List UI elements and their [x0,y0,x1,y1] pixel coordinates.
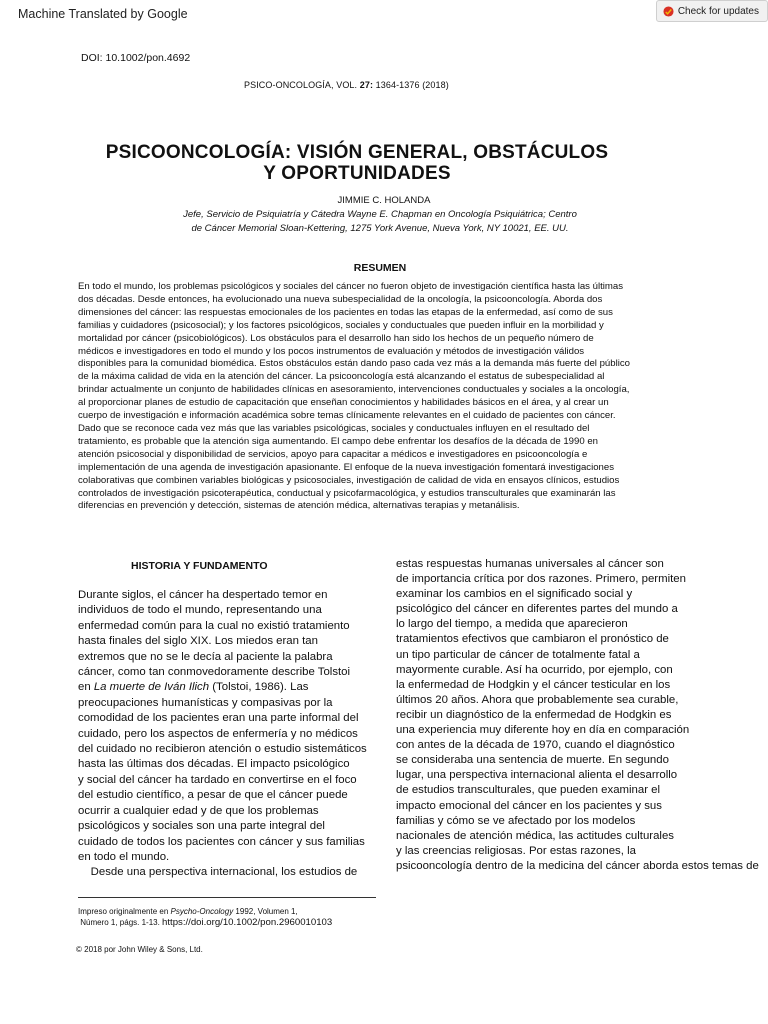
footnote-journal: Psycho-Oncology [170,907,234,916]
body-line: nacionales de atención médica, las actitudes culturales [396,829,674,842]
body-line: hasta las últimas dos décadas. El impacto psicológico [78,758,350,771]
footnote-line [78,906,298,917]
footnote-divider [78,897,376,898]
body-line: en todo el mundo. [78,850,170,863]
body-line: tratamientos efectivos que cambiaron el pronóstico de [396,633,669,646]
title-line: Y OPORTUNIDADES [263,163,451,184]
body-line: familias y cómo se ve afectado por los modelos [396,814,636,827]
body-line: un tipo particular de cáncer de totalmente fatal a [396,648,640,661]
abstract-heading: RESUMEN [353,262,407,274]
footnote-pages: Número 1, págs. 1-13. [78,918,163,927]
body-line: y social del cáncer ha tardado en convertirse en el foco [78,773,357,786]
check-for-updates-label: Check for updates [677,5,759,17]
tolstoi-suffix: (Tolstoi, 1986). Las [209,681,309,694]
body-line: examinar los cambios en el significado social y [396,588,633,601]
author-affiliation [110,208,650,235]
copyright-notice: © 2018 por John Wiley & Sons, Ltd. [76,945,203,954]
body-line: con antes de la década de 1970, cuando el diagnóstico [396,739,675,752]
abstract-line: médicos e investigadores en todo el mundo y los pocos instrumentos de evaluación y métodos de investigación válidos [78,345,585,357]
body-line: ocurrir a cualquier edad y de que los problemas [78,804,319,817]
body-line: lugar, una perspectiva internacional alienta el desarrollo [396,769,678,782]
abstract-line: al proporcionar planes de estudio de capacitación que enseñan conocimientos y habilidades básicos en el área, y al crear un [78,397,609,409]
body-line: extremos que no se le decía al paciente la palabra [78,650,333,663]
abstract-line: Dado que se reconoce cada vez más que las variables psicológicas, sociales y conductuales influyen en el resultado del [78,422,590,434]
abstract-line: brindar actualmente un conjunto de habilidades clínicas en asesoramiento, intervenciones conductuales y sociales a la oncología, [78,384,630,396]
body-line: psicooncología dentro de la medicina del cáncer aborda estos temas de [396,859,759,872]
body-line: y las creencias religiosas. Por estas razones, la [396,844,636,857]
abstract-line: diferencias en prevención y detección, sistemas de atención médica, alternativas terapias y metanálisis. [78,500,520,512]
body-line: cáncer, como tan conmovedoramente describe Tolstoi [78,666,351,679]
footnote-prefix: Impreso originalmente en [78,907,171,916]
abstract-line: atención psicosocial y disponibilidad de servicios, apoyo para capacitar a médicos e investigadores en psicooncología e [78,448,588,460]
affiliation-line: Jefe, Servicio de Psiquiatría y Cátedra Wayne E. Chapman en Oncología Psiquiátrica; Centro [183,209,577,220]
tolstoi-prefix: en [78,681,94,694]
body-line: hasta finales del siglo XIX. Los miedos eran tan [78,635,318,648]
article-title [60,142,654,184]
original-doi-link[interactable]: https://doi.org/10.1002/pon.2960010103 [162,917,333,928]
body-line: la enfermedad de Hodgkin y el cáncer testicular en los [396,678,671,691]
title-line: PSICOONCOLOGÍA: VISIÓN GENERAL, OBSTÁCULOS [105,142,609,163]
body-line: enfermedad común para la cual no existió tratamiento [78,619,350,632]
body-line: Durante siglos, el cáncer ha despertado temor en [78,589,328,601]
body-line: lo largo del tiempo, a medida que aparecieron [396,618,628,631]
journal-pages: 1364-1376 (2018) [373,80,449,90]
abstract-line: disponibles para la comunidad biomédica. Estos obstáculos están dando paso cada vez más a la demanda más fuerte del público [78,358,630,370]
crossmark-icon [663,6,674,17]
abstract-line: controlados de investigación psicoterapéutica, conductual y psicofarmacológica, y estudios transculturales que examinarán las [78,487,616,499]
body-column-right [396,557,768,874]
body-line: preocupaciones humanísticas y compasivas por la [78,696,333,709]
journal-volume: 27: [359,80,374,90]
body-line: del estudio científico, a pesar de que el cáncer puede [78,789,348,802]
body-line: estas respuestas humanas universales al cáncer son [396,558,664,570]
body-line: de estudios transculturales, que pueden examinar el [396,784,661,797]
abstract-body [78,281,710,513]
abstract-line: En todo el mundo, los problemas psicológicos y sociales del cáncer no fueron objeto de investigación científica hasta las últimas [78,281,624,292]
body-line: cuidado, pero los aspectos de enfermería y no médicos [78,727,358,740]
affiliation-line: de Cáncer Memorial Sloan-Kettering, 1275 York Avenue, Nueva York, NY 10021, EE. UU. [191,222,569,234]
abstract-line: implementación de una agenda de investigación apasionante. El enfoque de la nueva investigación fomentará investigaciones [78,461,615,473]
abstract-line: familias y cuidadores (psicosocial); y los factores psicológicos, sociales y conductuales que pueden influir en la morbilidad y [78,319,604,331]
book-title: La muerte de Iván Ilich [93,681,210,694]
body-line: psicológico del cáncer en diferentes partes del mundo a [396,603,678,616]
doi-text: DOI: 10.1002/pon.4692 [81,52,191,64]
body-line: individuos de todo el mundo, representando una [78,604,322,617]
machine-translated-label: Machine Translated by Google [18,7,188,21]
footnote-line [78,917,332,928]
body-line: mayormente curable. Así ha ocurrido, por ejemplo, con [396,663,673,676]
body-line: una experiencia muy diferente hoy en día en comparación [396,724,690,737]
author-name: JIMMIE C. HOLANDA [337,195,431,206]
abstract-line: dos décadas. Desde entonces, ha evolucionado una nueva subespecialidad de la oncología, la psicooncología. Aborda dos [78,293,603,305]
abstract-line: tratamiento, es probable que la atención siga aumentando. El campo debe enfrentar los desafíos de la década de 1990 en [78,435,599,447]
abstract-line: dimensiones del cáncer: las respuestas emocionales de los pacientes en todas las etapas de la enfermedad, así como de sus [78,306,613,318]
body-line: psicológicos y sociales son una parte integral del [78,820,325,833]
body-line-tolstoi [78,680,378,695]
journal-prefix: PSICO-ONCOLOGÍA, VOL. [244,80,360,90]
body-line: últimos 20 años. Ahora que probablemente sea curable, [396,693,679,706]
body-line: se consideraba una sentencia de muerte. En segundo [396,754,669,767]
abstract-line: mortalidad por cáncer (psicobiológicos). Los obstáculos para el desarrollo han sido los hechos de un pequeño número de [78,332,594,344]
body-line: Desde una perspectiva internacional, los estudios de [78,866,358,879]
check-for-updates-button[interactable] [656,0,768,22]
body-line: del cuidado no recibieron atención o estudio sistemáticos [78,743,367,756]
body-column-left [78,588,378,881]
section-heading: HISTORIA Y FUNDAMENTO [131,560,268,572]
footnote-volume: 1992, Volumen 1, [233,907,298,916]
journal-citation [244,80,449,90]
abstract-line: colaborativas que combinen variables biológicas y psicosociales, investigación de calidad de vida en ensayos clínicos, estudios [78,474,620,486]
body-line: cuidado de todos los pacientes con cáncer y sus familias [78,835,365,848]
body-line: recibir un diagnóstico de la enfermedad de Hodgkin es [396,708,672,721]
abstract-line: de la máxima calidad de vida en la atención del cáncer. La psicooncología está alcanzando el estatus de subespecialidad al [78,371,605,383]
body-line: impacto emocional del cáncer en los pacientes y sus [396,799,662,812]
body-line: de importancia crítica por dos razones. Primero, permiten [396,573,686,586]
body-line: comodidad de los pacientes eran una parte informal del [78,712,359,725]
abstract-line: cuerpo de investigación e información académica sobre temas clínicamente relevantes en el cuidado de pacientes con cáncer. [78,410,616,422]
